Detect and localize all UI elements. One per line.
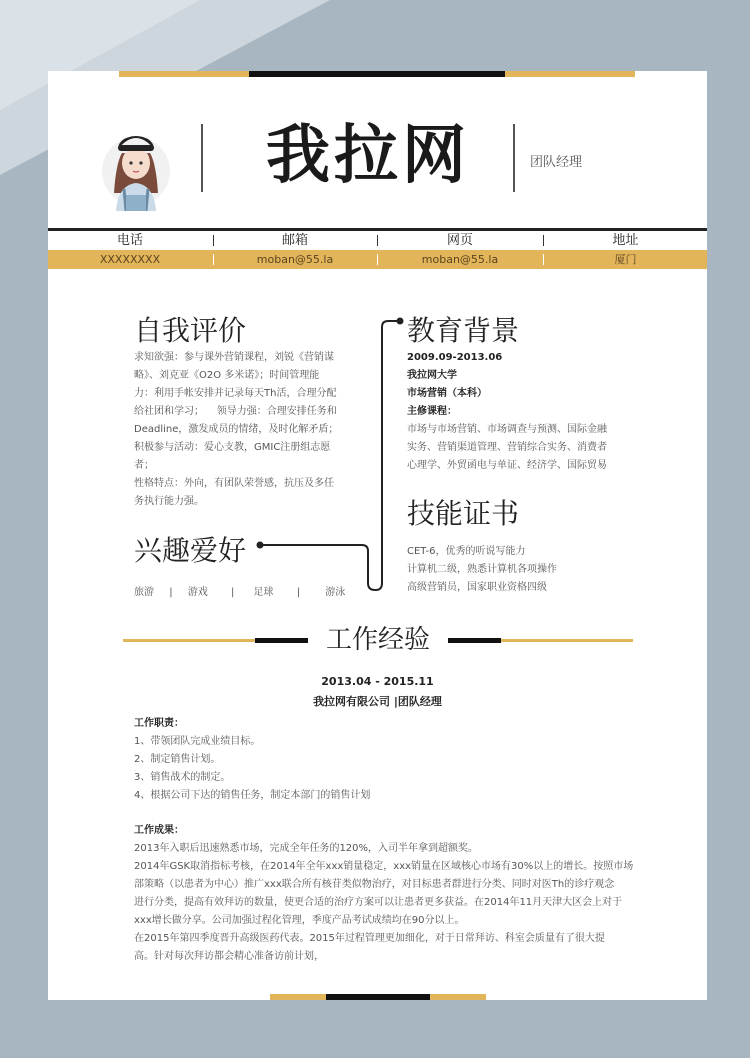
self-eval-line: 求知欲强：参与课外营销课程，刘锐《营销谋 <box>134 352 334 363</box>
separator: | <box>296 587 301 598</box>
work-result-line: 2014年GSK取消指标考核，在2014年全年xxx销量稳定，xxx销量在区域核心市场有30%以上的增长。按照市场 <box>134 861 634 872</box>
hobbies-list <box>134 583 345 598</box>
education-course-line: 实务、营销渠道管理、营销综合实务、消费者 <box>407 442 607 453</box>
top-bar-black <box>249 71 505 77</box>
skill-item: CET-6，优秀的听说写能力 <box>407 546 526 557</box>
hobbies-title: 兴趣爱好 <box>134 534 247 567</box>
contact-value-row <box>48 250 707 269</box>
work-duty-item: 2、制定销售计划。 <box>134 754 221 765</box>
self-eval-line: 积极参与活动：爱心支教，GMIC注册组志愿 <box>134 442 331 453</box>
education-course-line: 心理学、外贸函电与单证、经济学、国际贸易 <box>407 460 607 471</box>
work-result-line: 进行分类，提高有效拜访的数量，使更合适的治疗方案可以让患者更多获益。在2014年11月天津大区会上对于 <box>134 897 623 908</box>
self-eval-line: 性格特点：外向，有团队荣誉感，抗压及多任 <box>134 478 334 489</box>
contact-address: 厦门 <box>614 253 637 266</box>
avatar <box>100 123 172 211</box>
education-text <box>407 349 647 475</box>
contact-header-address: 地址 <box>612 233 639 248</box>
job-title: 团队经理 <box>530 155 583 170</box>
work-duty-item: 1、带领团队完成业绩目标。 <box>134 736 261 747</box>
contact-phone: XXXXXXXX <box>99 253 161 266</box>
work-duty-item: 3、销售战术的制定。 <box>134 772 231 783</box>
candidate-name: 我拉网 <box>266 119 470 193</box>
separator: | <box>230 587 235 598</box>
skill-item: 高级营销员，国家职业资格四级 <box>407 582 547 593</box>
education-major: 市场营销（本科） <box>407 388 487 399</box>
hobby-item: 足球 <box>253 587 274 598</box>
work-result-line: 部策略（以患者为中心）推广xxx联合所有核苷类似物治疗，对目标患者群进行分类、同时对医Th的诊疗观念 <box>134 879 615 890</box>
contact-email: moban@55.la <box>256 253 334 266</box>
education-course-line: 市场与市场营销、市场调查与预测、国际金融 <box>407 424 607 435</box>
contact-header-email: 邮箱 <box>281 233 308 248</box>
hobby-item: 游戏 <box>187 587 208 598</box>
contact-web: moban@55.la <box>421 253 499 266</box>
hobby-item: 游泳 <box>325 587 346 598</box>
work-results-label: 工作成果： <box>134 825 184 836</box>
work-result-line: 2013年入职后迅速熟悉市场，完成全年任务的120%，入司半年拿到超额奖。 <box>134 843 479 854</box>
education-school: 我拉网大学 <box>407 370 457 381</box>
work-duties-label: 工作职责： <box>134 718 184 729</box>
work-divider-black-left <box>255 638 308 643</box>
separator: | <box>169 587 173 598</box>
top-bar-gold-left <box>119 71 249 77</box>
work-results <box>134 822 654 966</box>
self-eval-line: Deadline，激发成员的情绪，及时化解矛盾； <box>134 424 339 435</box>
skills-text <box>407 543 647 597</box>
top-bar-gold-right <box>505 71 635 77</box>
self-eval-title: 自我评价 <box>134 314 247 347</box>
work-result-line: 高。针对每次拜访都会精心准备访前计划， <box>134 951 324 962</box>
hobby-item: 旅游 <box>134 587 154 598</box>
education-courses-label: 主修课程： <box>407 406 457 417</box>
header-divider-right <box>513 124 515 192</box>
work-divider-gold-right <box>501 639 633 642</box>
education-title: 教育背景 <box>407 314 520 347</box>
work-result-line: xxx增长做分享。公司加强过程化管理，季度产品考试成绩均在90分以上。 <box>134 915 465 926</box>
education-period: 2009.09-2013.06 <box>407 352 503 363</box>
skill-item: 计算机二级，熟悉计算机各项操作 <box>407 564 557 575</box>
work-period: 2013.04 - 2015.11 <box>321 675 434 688</box>
contact-header-web: 网页 <box>446 233 473 248</box>
work-title: 工作经验 <box>318 619 438 656</box>
contact-header-phone: 电话 <box>116 233 143 248</box>
self-eval-line: 务执行能力强。 <box>134 496 204 507</box>
self-eval-line: 略》、刘克亚《O2O 多米诺》；时间管理能 <box>134 370 320 381</box>
work-duty-item: 4、根据公司下达的销售任务，制定本部门的销售计划 <box>134 790 371 801</box>
resume-page <box>48 71 707 1000</box>
self-eval-line: 给社团和学习； 领导力强：合理安排任务和 <box>134 406 337 417</box>
work-divider-gold-left <box>123 639 255 642</box>
self-eval-line: 者； <box>134 460 154 471</box>
self-eval-line: 力：利用手帐安排并记录每天Th活，合理分配 <box>134 388 337 399</box>
bottom-bar-gold-left <box>270 994 326 1000</box>
work-divider-black-right <box>448 638 501 643</box>
header-divider-left <box>201 124 203 192</box>
skills-title: 技能证书 <box>407 497 520 530</box>
work-duties <box>134 715 634 805</box>
bottom-bar-black <box>326 994 430 1000</box>
work-company: 我拉网有限公司 |团队经理 <box>313 695 442 708</box>
work-result-line: 在2015年第四季度晋升高级医药代表。2015年过程管理更加细化，对于日常拜访、科室会质量有了很大提 <box>134 933 605 944</box>
contact-header-row <box>48 228 707 250</box>
self-eval-text <box>134 349 364 511</box>
bottom-bar-gold-right <box>430 994 486 1000</box>
